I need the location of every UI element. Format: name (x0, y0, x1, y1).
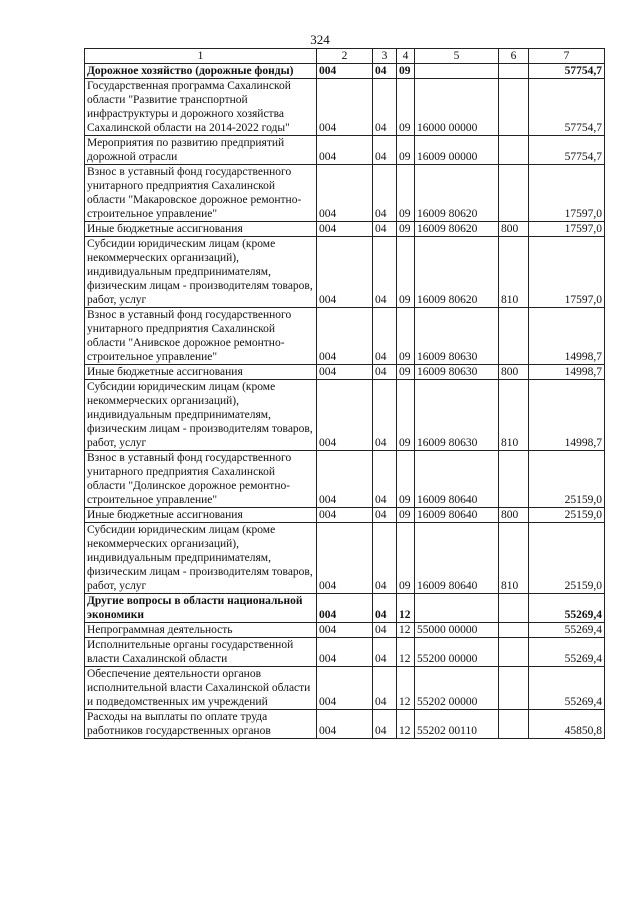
table-row (85, 380, 605, 451)
expense-type-code (499, 638, 529, 667)
section-code: 04 (373, 667, 397, 710)
row-name: Расходы на выплаты по оплате труда работников государственных органов (85, 710, 317, 739)
header-row (85, 49, 605, 64)
expense-type-code (499, 308, 529, 365)
ministry-code: 004 (317, 222, 373, 237)
section-code: 04 (373, 222, 397, 237)
target-article-code: 16009 80630 (415, 365, 499, 380)
subsection-code: 12 (397, 623, 415, 638)
row-name: Дорожное хозяйство (дорожные фонды) (85, 64, 317, 79)
target-article-code: 55202 00000 (415, 667, 499, 710)
target-article-code: 55202 00110 (415, 710, 499, 739)
table-row (85, 64, 605, 79)
section-code: 04 (373, 710, 397, 739)
row-name: Субсидии юридическим лицам (кроме некоммерческих организаций), индивидуальным предпринимателям, физическим лицам - производителям товаров, работ, услуг (85, 523, 317, 594)
row-name: Государственная программа Сахалинской области "Развитие транспортной инфраструктуры и дорожного хозяйства Сахалинской области на 2014-2022 годы" (85, 79, 317, 136)
table-row (85, 222, 605, 237)
ministry-code: 004 (317, 308, 373, 365)
table-row (85, 365, 605, 380)
table-row (85, 237, 605, 308)
table-row (85, 136, 605, 165)
row-name: Другие вопросы в области национальной экономики (85, 594, 317, 623)
section-code: 04 (373, 79, 397, 136)
section-code: 04 (373, 523, 397, 594)
row-name: Исполнительные органы государственной власти Сахалинской области (85, 638, 317, 667)
target-article-code: 16009 80640 (415, 508, 499, 523)
row-name: Непрограммная деятельность (85, 623, 317, 638)
expense-type-code: 810 (499, 523, 529, 594)
table-row (85, 710, 605, 739)
table-row (85, 667, 605, 710)
section-code: 04 (373, 64, 397, 79)
target-article-code: 55200 00000 (415, 638, 499, 667)
column-header: 6 (499, 49, 529, 64)
column-header: 3 (373, 49, 397, 64)
amount: 14998,7 (529, 380, 605, 451)
target-article-code: 16009 00000 (415, 136, 499, 165)
ministry-code: 004 (317, 508, 373, 523)
target-article-code: 16009 80620 (415, 165, 499, 222)
expense-type-code (499, 667, 529, 710)
section-code: 04 (373, 237, 397, 308)
column-header: 7 (529, 49, 605, 64)
amount: 14998,7 (529, 308, 605, 365)
target-article-code: 16009 80620 (415, 237, 499, 308)
expense-type-code: 800 (499, 365, 529, 380)
section-code: 04 (373, 380, 397, 451)
ministry-code: 004 (317, 523, 373, 594)
column-header: 1 (85, 49, 317, 64)
amount: 25159,0 (529, 508, 605, 523)
subsection-code: 12 (397, 638, 415, 667)
target-article-code: 16009 80640 (415, 523, 499, 594)
amount: 14998,7 (529, 365, 605, 380)
amount: 25159,0 (529, 451, 605, 508)
amount: 55269,4 (529, 623, 605, 638)
ministry-code: 004 (317, 451, 373, 508)
section-code: 04 (373, 623, 397, 638)
target-article-code: 16009 80630 (415, 380, 499, 451)
amount: 45850,8 (529, 710, 605, 739)
subsection-code: 09 (397, 136, 415, 165)
amount: 17597,0 (529, 222, 605, 237)
expense-type-code (499, 64, 529, 79)
target-article-code (415, 64, 499, 79)
ministry-code: 004 (317, 380, 373, 451)
expense-type-code (499, 165, 529, 222)
ministry-code: 004 (317, 165, 373, 222)
section-code: 04 (373, 165, 397, 222)
table-row (85, 451, 605, 508)
amount: 17597,0 (529, 165, 605, 222)
subsection-code: 09 (397, 508, 415, 523)
expense-type-code: 810 (499, 380, 529, 451)
column-header: 2 (317, 49, 373, 64)
row-name: Иные бюджетные ассигнования (85, 365, 317, 380)
row-name: Взнос в уставный фонд государственного унитарного предприятия Сахалинской области "Макаровское дорожное ремонтно-строительное управление" (85, 165, 317, 222)
target-article-code: 16009 80620 (415, 222, 499, 237)
ministry-code: 004 (317, 638, 373, 667)
subsection-code: 09 (397, 365, 415, 380)
row-name: Обеспечение деятельности органов исполнительной власти Сахалинской области и подведомственных им учреждений (85, 667, 317, 710)
page-number: 324 (310, 32, 330, 47)
row-name: Иные бюджетные ассигнования (85, 508, 317, 523)
target-article-code: 55000 00000 (415, 623, 499, 638)
ministry-code: 004 (317, 136, 373, 165)
row-name: Взнос в уставный фонд государственного унитарного предприятия Сахалинской области "Анивское дорожное ремонтно-строительное управление" (85, 308, 317, 365)
target-article-code (415, 594, 499, 623)
row-name: Субсидии юридическим лицам (кроме некоммерческих организаций), индивидуальным предпринимателям, физическим лицам - производителям товаров, работ, услуг (85, 380, 317, 451)
section-code: 04 (373, 594, 397, 623)
table-row (85, 508, 605, 523)
expense-type-code (499, 710, 529, 739)
amount: 55269,4 (529, 594, 605, 623)
expense-type-code (499, 136, 529, 165)
table-row (85, 165, 605, 222)
table-row (85, 523, 605, 594)
expense-type-code (499, 623, 529, 638)
amount: 57754,7 (529, 79, 605, 136)
subsection-code: 09 (397, 64, 415, 79)
subsection-code: 09 (397, 165, 415, 222)
expense-type-code: 810 (499, 237, 529, 308)
amount: 55269,4 (529, 667, 605, 710)
expense-type-code (499, 79, 529, 136)
section-code: 04 (373, 365, 397, 380)
subsection-code: 09 (397, 79, 415, 136)
table-row (85, 79, 605, 136)
ministry-code: 004 (317, 237, 373, 308)
expense-type-code: 800 (499, 222, 529, 237)
subsection-code: 09 (397, 222, 415, 237)
subsection-code: 09 (397, 380, 415, 451)
ministry-code: 004 (317, 710, 373, 739)
row-name: Субсидии юридическим лицам (кроме некоммерческих организаций), индивидуальным предпринимателям, физическим лицам - производителям товаров, работ, услуг (85, 237, 317, 308)
amount: 57754,7 (529, 136, 605, 165)
table-row (85, 594, 605, 623)
section-code: 04 (373, 451, 397, 508)
column-header: 5 (415, 49, 499, 64)
row-name: Иные бюджетные ассигнования (85, 222, 317, 237)
amount: 17597,0 (529, 237, 605, 308)
subsection-code: 12 (397, 710, 415, 739)
subsection-code: 09 (397, 308, 415, 365)
ministry-code: 004 (317, 623, 373, 638)
expense-type-code (499, 594, 529, 623)
expense-type-code (499, 451, 529, 508)
row-name: Мероприятия по развитию предприятий дорожной отрасли (85, 136, 317, 165)
target-article-code: 16009 80640 (415, 451, 499, 508)
ministry-code: 004 (317, 64, 373, 79)
ministry-code: 004 (317, 79, 373, 136)
section-code: 04 (373, 136, 397, 165)
subsection-code: 12 (397, 667, 415, 710)
target-article-code: 16009 80630 (415, 308, 499, 365)
amount: 55269,4 (529, 638, 605, 667)
row-name: Взнос в уставный фонд государственного унитарного предприятия Сахалинской области "Долинское дорожное ремонтно-строительное управление" (85, 451, 317, 508)
amount: 57754,7 (529, 64, 605, 79)
section-code: 04 (373, 508, 397, 523)
column-header: 4 (397, 49, 415, 64)
ministry-code: 004 (317, 667, 373, 710)
ministry-code: 004 (317, 365, 373, 380)
subsection-code: 12 (397, 594, 415, 623)
table-row (85, 638, 605, 667)
subsection-code: 09 (397, 451, 415, 508)
ministry-code: 004 (317, 594, 373, 623)
budget-table (84, 48, 605, 739)
section-code: 04 (373, 638, 397, 667)
subsection-code: 09 (397, 523, 415, 594)
table-row (85, 623, 605, 638)
table-row (85, 308, 605, 365)
target-article-code: 16000 00000 (415, 79, 499, 136)
section-code: 04 (373, 308, 397, 365)
subsection-code: 09 (397, 237, 415, 308)
expense-type-code: 800 (499, 508, 529, 523)
amount: 25159,0 (529, 523, 605, 594)
